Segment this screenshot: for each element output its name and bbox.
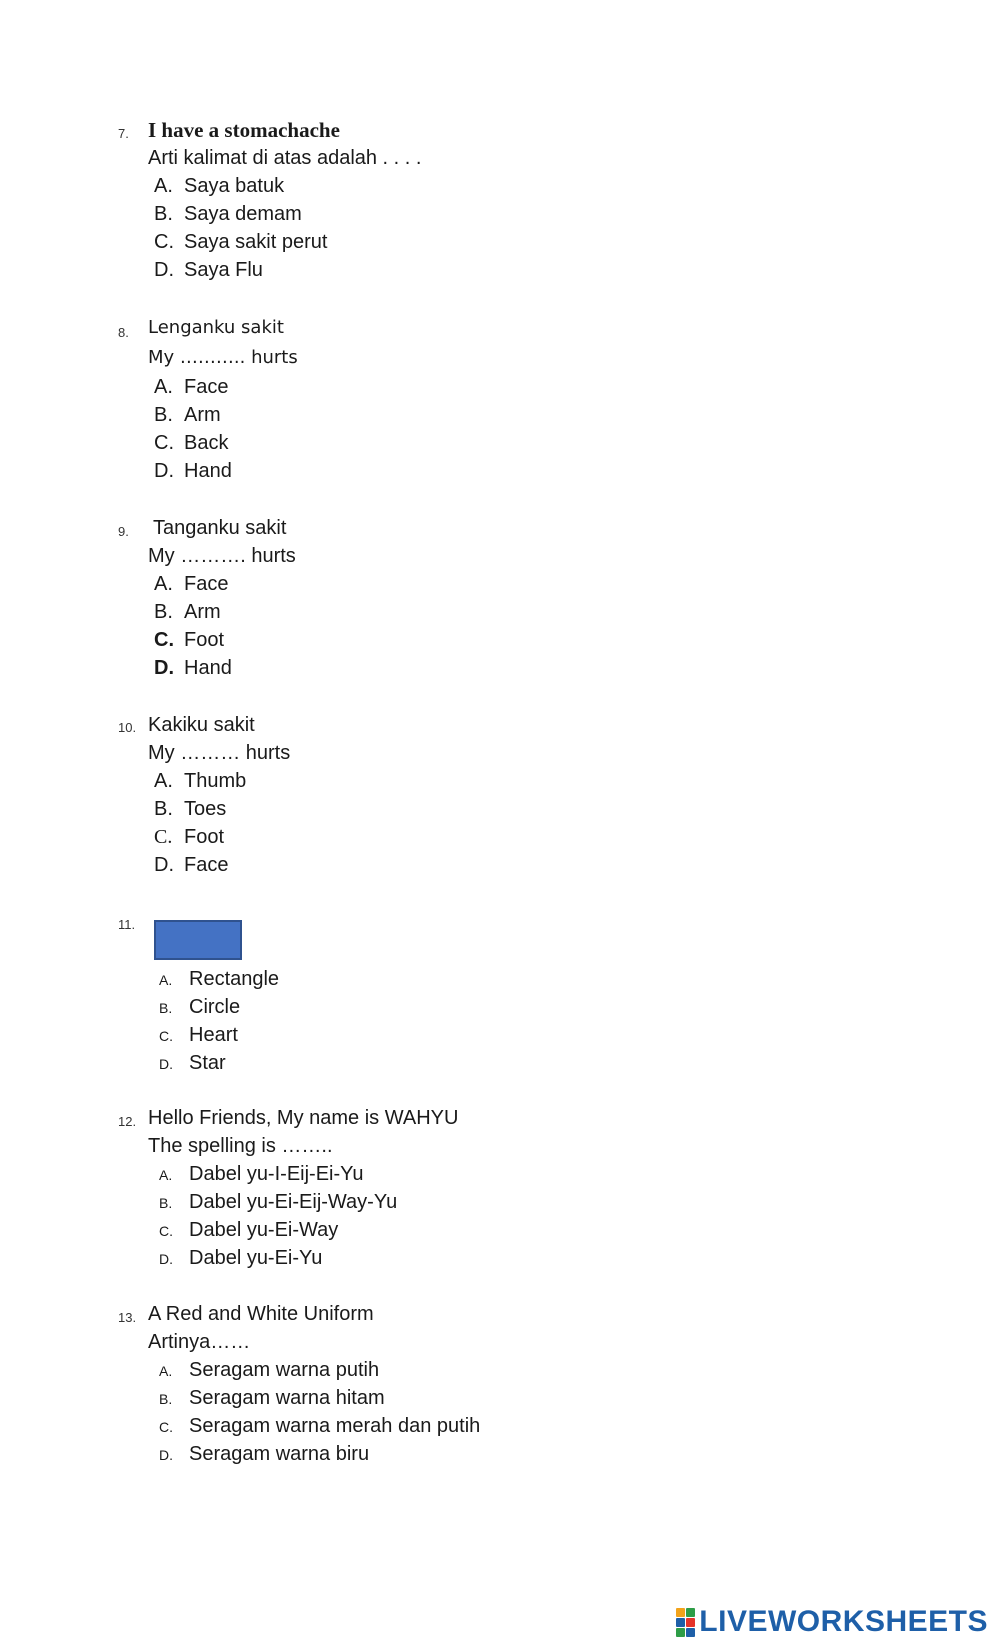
option-c[interactable] [154,431,228,455]
option-a[interactable] [154,174,284,198]
option-letter: D. [159,1251,173,1267]
option-letter: A. [159,1167,173,1183]
option-text: Saya demam [184,203,302,225]
option-text: Seragam warna merah dan putih [189,1415,481,1437]
option-text: Hand [184,460,232,482]
option-d[interactable] [159,1051,226,1076]
option-text: Arm [184,601,221,623]
option-c[interactable] [154,230,327,254]
option-b[interactable] [154,403,221,427]
option-d[interactable] [154,853,228,877]
question-number: 9. [118,524,129,539]
option-text: Face [184,573,229,595]
question-number: 7. [118,126,129,141]
option-d[interactable] [154,656,232,680]
option-text: Arm [184,404,221,426]
option-letter: C. [159,1028,173,1044]
option-text: Toes [184,798,227,820]
question-number: 8. [118,325,129,340]
question-instruction: The spelling is …….. [148,1135,333,1157]
question-number: 11. [118,917,136,932]
option-a[interactable] [159,967,279,992]
option-text: Saya batuk [184,175,285,197]
option-letter: C. [159,1223,173,1239]
option-text: Face [184,854,229,876]
option-letter: A. [159,972,173,988]
question-prompt: Lenganku sakit [148,317,284,338]
question-number: 10. [118,720,137,735]
option-text: Heart [189,1024,238,1046]
option-letter: A. [154,175,173,197]
option-letter: A. [154,573,173,595]
question-number: 13. [118,1310,137,1325]
option-text: Saya sakit perut [184,231,328,253]
option-text: Seragam warna hitam [189,1387,385,1409]
option-letter: D. [159,1447,173,1463]
option-text: Dabel yu-I-Eij-Ei-Yu [189,1163,364,1185]
option-text: Rectangle [189,968,280,990]
option-d[interactable] [154,459,232,483]
option-a[interactable] [159,1162,364,1187]
question-prompt: Tanganku sakit [153,517,287,539]
option-letter: B. [154,404,173,426]
option-text: Star [189,1052,226,1074]
option-letter: A. [154,376,173,398]
option-b[interactable] [159,1386,385,1411]
liveworksheets-logo[interactable] [676,1605,988,1639]
option-letter: D. [154,460,174,482]
option-text: Seragam warna putih [189,1359,380,1381]
option-b[interactable] [159,995,240,1020]
question-instruction: Artinya…… [148,1331,251,1353]
option-a[interactable] [154,572,228,596]
option-b[interactable] [154,797,226,821]
option-text: Face [184,376,229,398]
option-a[interactable] [159,1358,379,1383]
option-text: Back [184,432,229,454]
option-letter: B. [154,601,173,623]
question-prompt: I have a stomachache [148,118,340,142]
option-text: Circle [189,996,241,1018]
question-instruction: Arti kalimat di atas adalah . . . . [148,147,422,169]
option-d[interactable] [154,258,263,282]
option-letter: A. [154,770,173,792]
option-letter: D. [154,259,174,281]
question-instruction: My ……… hurts [148,742,291,764]
option-text: Dabel yu-Ei-Yu [189,1247,323,1269]
option-text: Foot [184,826,225,848]
option-letter: C. [154,826,173,848]
option-a[interactable] [154,375,228,399]
question-instruction: My ………. hurts [148,545,296,567]
option-text: Foot [184,629,225,651]
option-b[interactable] [154,202,302,226]
question-prompt: Hello Friends, My name is WAHYU [148,1107,459,1129]
option-text: Thumb [184,770,247,792]
option-letter: D. [159,1056,173,1072]
question-instruction: My ……….. hurts [148,347,298,368]
option-text: Hand [184,657,232,679]
option-letter: D. [154,657,174,679]
option-letter: B. [159,1195,173,1211]
option-b[interactable] [159,1190,397,1215]
option-b[interactable] [154,600,221,624]
option-letter: B. [154,203,173,225]
option-letter: C. [159,1419,173,1435]
option-c[interactable] [154,825,224,849]
option-d[interactable] [159,1442,369,1467]
option-letter: B. [159,1391,173,1407]
option-letter: B. [154,798,173,820]
option-text: Saya Flu [184,259,263,281]
option-letter: C. [154,231,174,253]
option-a[interactable] [154,769,246,793]
option-letter: D. [154,854,174,876]
option-letter: B. [159,1000,173,1016]
question-prompt: Kakiku sakit [148,714,255,736]
option-letter: C. [154,432,174,454]
option-d[interactable] [159,1246,322,1271]
liveworksheets-logo-icon [676,1608,695,1637]
option-letter: A. [159,1363,173,1379]
option-c[interactable] [159,1218,338,1243]
question-number: 12. [118,1114,137,1129]
option-c[interactable] [159,1023,238,1048]
option-c[interactable] [159,1414,480,1439]
blue-rectangle-shape [154,920,242,960]
option-letter: C. [154,629,174,651]
option-c[interactable] [154,628,224,652]
question-prompt: A Red and White Uniform [148,1303,374,1325]
option-text: Dabel yu-Ei-Eij-Way-Yu [189,1191,398,1213]
liveworksheets-logo-text: LIVEWORKSHEETS [699,1605,988,1638]
option-text: Seragam warna biru [189,1443,370,1465]
option-text: Dabel yu-Ei-Way [189,1219,339,1241]
